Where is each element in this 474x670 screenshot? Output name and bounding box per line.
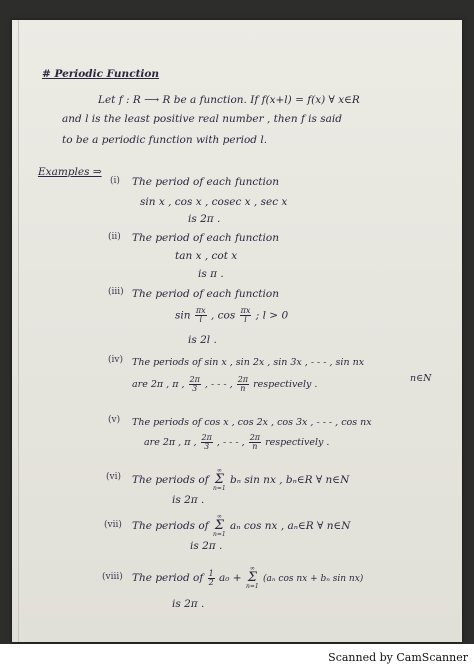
item-1-line-3: is 2π . xyxy=(188,213,221,225)
item-3-line-1: The period of each function xyxy=(132,288,279,300)
item-7-line-2: is 2π . xyxy=(190,540,223,552)
intro-line-3: to be a periodic function with period l. xyxy=(62,134,268,146)
item-8-line-1: The period of $\frac{1}{2}$ a₀ + ∞ Σ n=1 (aₙ cos nx + bₙ sin nx) xyxy=(132,565,364,590)
item-6-number: (vi) xyxy=(106,472,121,482)
item-7-line-1: The periods of ∞ Σ n=1 aₙ cos nx , aₙ∈R ∀ n∈N xyxy=(132,513,351,538)
item-4-number: (iv) xyxy=(108,355,123,365)
examples-label: Examples ⇒ xyxy=(38,166,102,178)
item-5-line-1: The periods of cos x , cos 2x , cos 3x , - - - , cos nx xyxy=(132,417,372,428)
item-2-line-2: tan x , cot x xyxy=(175,250,238,262)
scanner-footer xyxy=(0,644,474,670)
item-2-number: (ii) xyxy=(108,232,121,242)
item-4-line-1: The periods of sin x , sin 2x , sin 3x , - - - , sin nx xyxy=(132,357,365,368)
item-5-line-2: are 2π , π , $\frac{2\pi}{3}$ , - - - , $\frac{2\pi}{n}$ respectively . xyxy=(144,433,330,451)
item-8-number: (viii) xyxy=(102,572,123,582)
intro-line-1: Let f : R ⟶ R be a function. If f(x+l) = f(x) ∀ x∈R xyxy=(98,94,360,106)
item-1-number: (i) xyxy=(110,176,120,186)
item-5-number: (v) xyxy=(108,415,121,425)
item-3-formula: sin $\frac{\pi x}{l}$ , cos $\frac{\pi x}{l}$ ; l > 0 xyxy=(175,306,289,324)
intro-line-2: and l is the least positive real number , then f is said xyxy=(62,113,342,125)
item-2-line-1: The period of each function xyxy=(132,232,279,244)
heading: # Periodic Function xyxy=(42,68,160,80)
scanner-watermark: Scanned by CamScanner xyxy=(328,651,468,664)
item-4-line-2: are 2π , π , $\frac{2\pi}{3}$ , - - - , $\frac{2\pi}{n}$ respectively . xyxy=(132,375,318,393)
item-2-line-3: is π . xyxy=(198,268,224,280)
item-3-number: (iii) xyxy=(108,287,124,297)
item-7-number: (vii) xyxy=(104,520,122,530)
item-1-line-2: sin x , cos x , cosec x , sec x xyxy=(140,196,288,208)
item-8-line-2: is 2π . xyxy=(172,598,205,610)
item-4-note: n∈N xyxy=(410,373,432,384)
page-margin-line xyxy=(18,20,19,642)
item-6-line-2: is 2π . xyxy=(172,494,205,506)
item-1-line-1: The period of each function xyxy=(132,176,279,188)
item-3-line-3: is 2l . xyxy=(188,334,217,346)
notebook-page xyxy=(12,20,462,642)
item-6-line-1: The periods of ∞ Σ n=1 bₙ sin nx , bₙ∈R ∀ n∈N xyxy=(132,467,350,492)
